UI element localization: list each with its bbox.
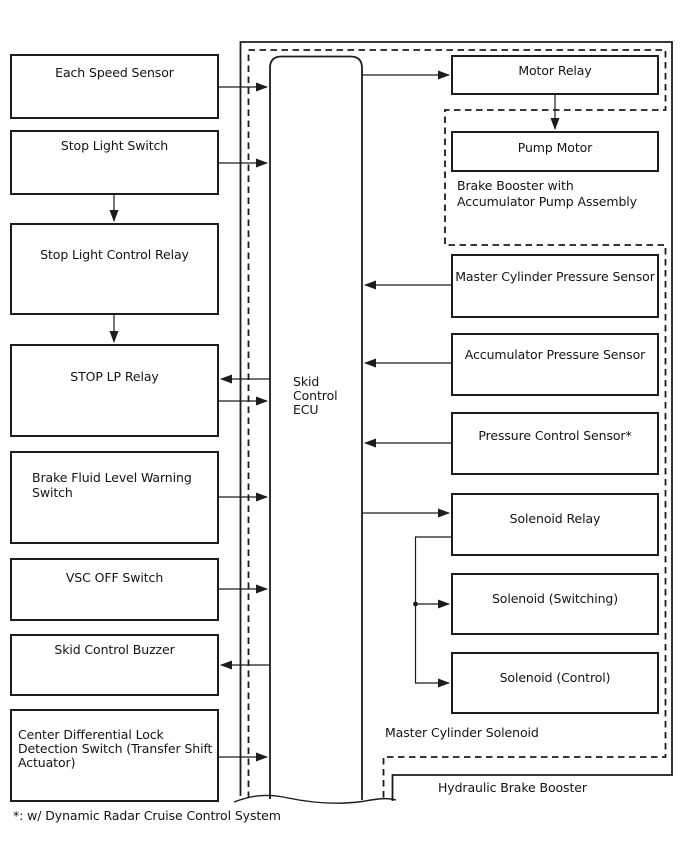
label-brake-booster-assembly: Brake Booster with Accumulator Pump Assembly <box>457 178 637 209</box>
label-hydraulic-brake-booster: Hydraulic Brake Booster <box>438 780 587 795</box>
label-solenoid-relay: Solenoid Relay <box>509 511 601 526</box>
box-pressure-control-sensor <box>452 413 658 474</box>
footnote: *: w/ Dynamic Radar Cruise Control System <box>13 808 281 823</box>
label-motor-relay: Motor Relay <box>518 63 592 78</box>
label-accumulator-pressure-sensor: Accumulator Pressure Sensor <box>464 347 646 362</box>
label-master-cylinder-solenoid: Master Cylinder Solenoid <box>385 725 539 740</box>
box-stop-light-control-relay <box>11 224 218 314</box>
label-stop-lp-relay: STOP LP Relay <box>70 369 159 384</box>
label-master-cylinder-pressure-sensor: Master Cylinder Pressure Sensor <box>455 269 655 284</box>
label-each-speed-sensor: Each Speed Sensor <box>55 65 174 80</box>
label-pump-motor: Pump Motor <box>517 140 593 155</box>
label-skid-control-buzzer: Skid Control Buzzer <box>54 642 175 657</box>
ecu-box <box>270 57 362 801</box>
label-brake-fluid-level-warning-switch: Brake Fluid Level Warning Switch <box>32 470 192 500</box>
label-solenoid-control: Solenoid (Control) <box>499 670 611 685</box>
box-vsc-off-switch <box>11 559 218 620</box>
label-stop-light-control-relay: Stop Light Control Relay <box>40 247 189 262</box>
junction-dot <box>413 602 418 607</box>
label-vsc-off-switch: VSC OFF Switch <box>65 570 164 585</box>
box-accumulator-pressure-sensor <box>452 334 658 395</box>
label-center-differential-lock-switch: Center Differential Lock Detection Switch (Transfer Shift Actuator) <box>18 727 213 770</box>
connector-solenoid-relay-to-solenoid-control <box>416 537 453 683</box>
box-master-cylinder-pressure-sensor <box>452 255 658 317</box>
box-stop-lp-relay <box>11 345 218 436</box>
label-stop-light-switch: Stop Light Switch <box>60 138 169 153</box>
label-solenoid-switching: Solenoid (Switching) <box>491 591 619 606</box>
label-skid-control-ecu: Skid Control ECU <box>293 374 338 417</box>
label-pressure-control-sensor: Pressure Control Sensor* <box>478 428 632 443</box>
